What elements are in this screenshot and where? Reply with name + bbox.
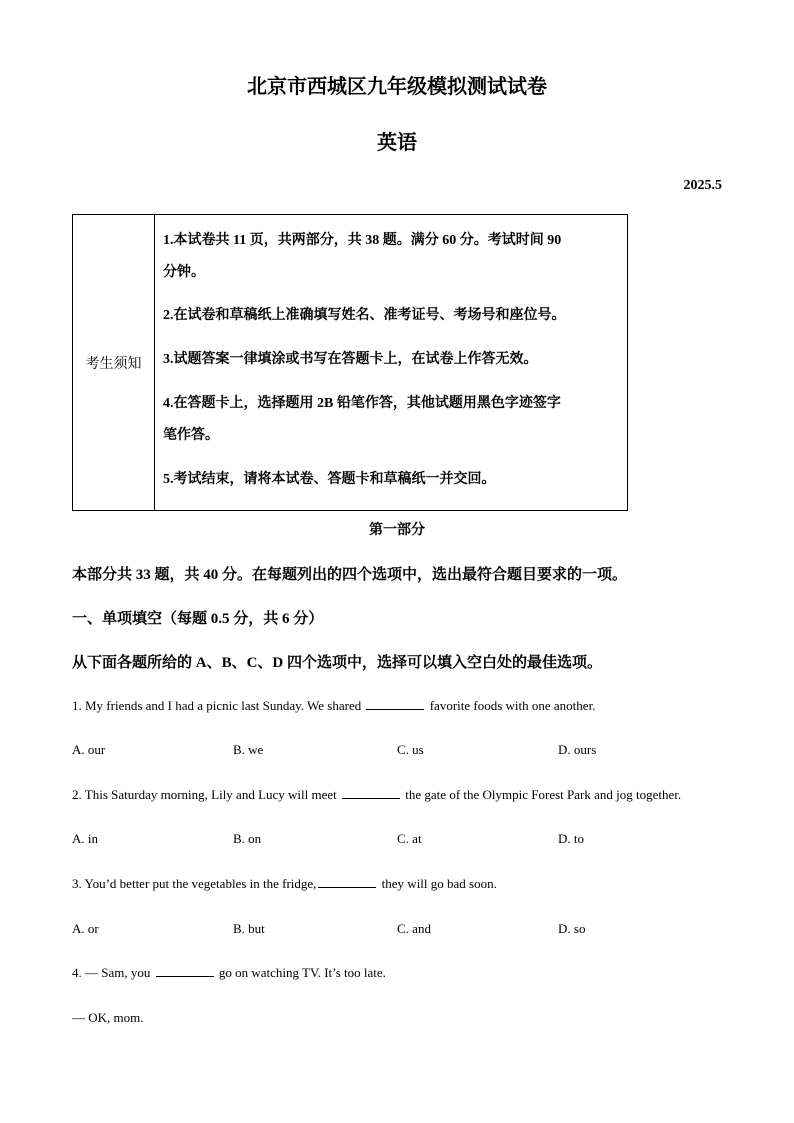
notice-line: 笔作答。 [163,428,219,443]
notice-table [72,214,628,511]
notice-line: 2.在试卷和草稿纸上准确填写姓名、准考证号、考场号和座位号。 [163,308,566,323]
question-4-reply: — OK, mom. [72,1010,144,1025]
option-b: B. but [233,921,265,936]
question-2 [72,787,681,803]
answer-blank [156,966,214,977]
notice-line: 1.本试卷共 11 页，共两部分，共 38 题。满分 60 分。考试时间 90 [163,233,562,248]
option-d: D. ours [558,742,597,757]
option-c: C. at [397,831,422,846]
question-text: they will go bad soon. [381,876,497,891]
question-text: favorite foods with one another. [429,698,596,713]
exam-title: 北京市西城区九年级模拟测试试卷 [247,76,547,98]
option-a: A. or [72,921,99,936]
part-heading: 第一部分 [369,523,425,538]
answer-blank [366,699,424,710]
option-b: B. on [233,831,262,846]
notice-content-cell [155,215,627,510]
question-3 [72,876,497,892]
option-c: C. us [397,742,424,757]
question-text: 3. You’d better put the vegetables in the fridge, [72,876,317,891]
notice-label: 考生须知 [85,356,142,372]
part-intro: 本部分共 33 题，共 40 分。在每题列出的四个选项中，选出最符合题目要求的一项。 [72,567,628,583]
exam-date: 2025.5 [683,178,722,193]
section-title: 一、单项填空（每题 0.5 分，共 6 分） [72,611,324,627]
notice-line: 3.试题答案一律填涂或书写在答题卡上，在试卷上作答无效。 [163,352,538,367]
option-a: A. in [72,831,98,846]
notice-line: 分钟。 [163,265,205,280]
question-text: 1. My friends and I had a picnic last Sunday. We shared [72,698,362,713]
answer-blank [342,788,400,799]
answer-blank [318,877,376,888]
notice-line: 5.考试结束，请将本试卷、答题卡和草稿纸一并交回。 [163,472,496,487]
question-text: 4. — Sam, you [72,965,151,980]
option-a: A. our [72,742,106,757]
option-d: D. so [558,921,586,936]
option-b: B. we [233,742,264,757]
section-instruction: 从下面各题所给的 A、B、C、D 四个选项中，选择可以填入空白处的最佳选项。 [72,655,603,671]
option-c: C. and [397,921,431,936]
option-d: D. to [558,831,584,846]
question-1 [72,698,595,714]
notice-line: 4.在答题卡上，选择题用 2B 铅笔作答，其他试题用黑色字迹签字 [163,396,561,411]
question-text: go on watching TV. It’s too late. [218,965,386,980]
question-4 [72,965,386,981]
question-text: 2. This Saturday morning, Lily and Lucy will meet [72,787,337,802]
question-text: the gate of the Olympic Forest Park and jog together. [405,787,682,802]
subject-title: 英语 [377,132,417,154]
notice-label-cell [73,215,155,510]
